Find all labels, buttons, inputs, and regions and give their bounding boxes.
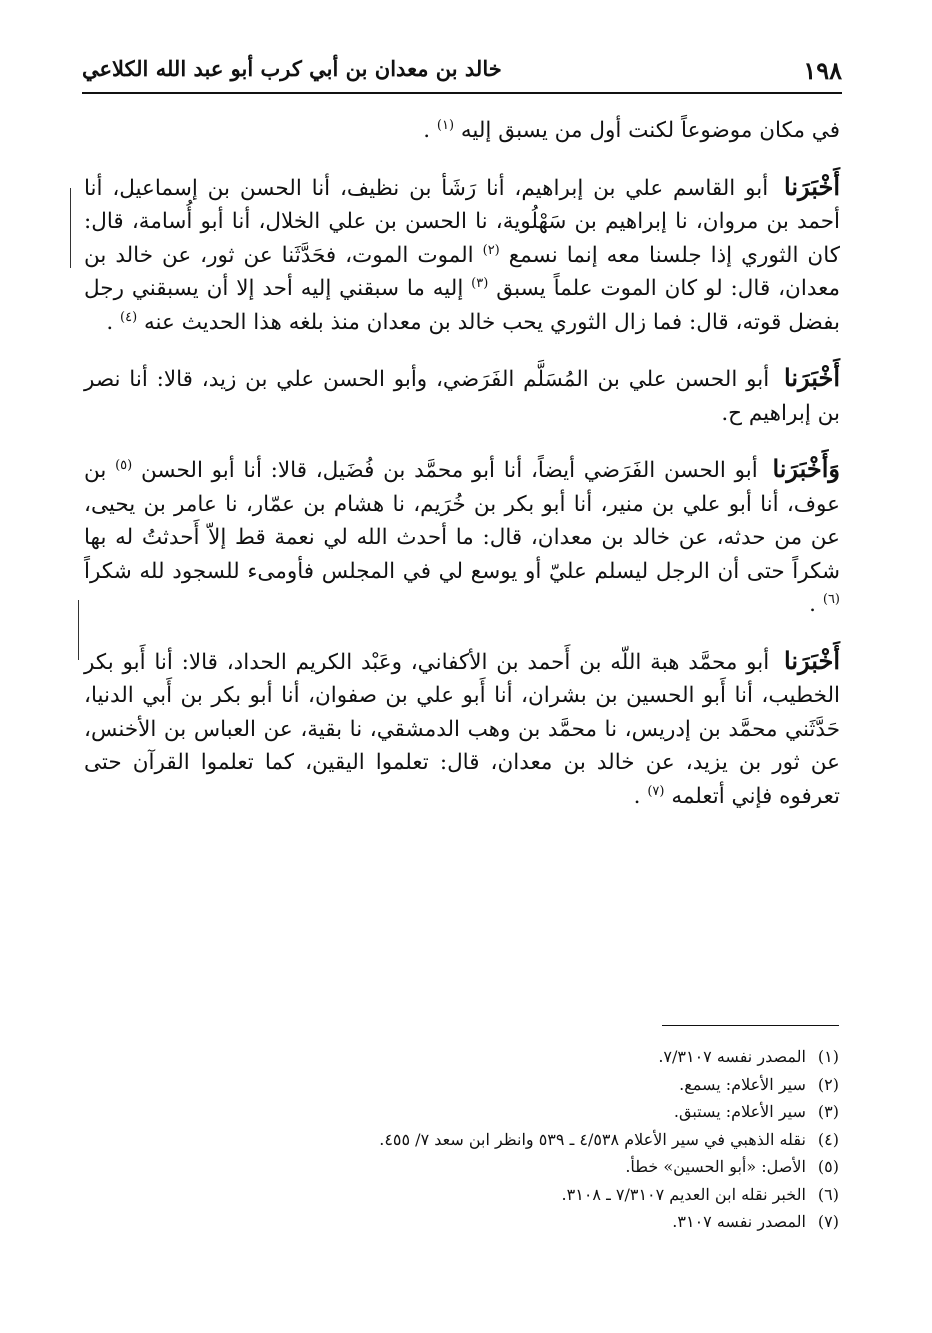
footnote-item (139, 1126, 839, 1154)
footnote-item (139, 1153, 839, 1181)
page-number: ١٩٨ (803, 56, 842, 85)
footnote-number: (٤) (817, 1129, 839, 1149)
footnote-number: (١) (817, 1047, 839, 1066)
lead-word: أَخْبَرَنا (784, 645, 840, 675)
footnote-item (139, 1071, 839, 1099)
footnote-number: (٥) (817, 1157, 839, 1176)
paragraph-5 (84, 644, 840, 814)
lead-word: وَأَخْبَرَنا (772, 454, 841, 483)
paragraph-text: إليه ما سبقني إليه أحد إلا أن يسبقني رجل بفضل قوته، قال: فما زال الثوري يحب خالد بن معدان منذ بلغه هذا الحديث عنه (84, 276, 840, 335)
footnotes-list (139, 1043, 839, 1236)
footnote-text: المصدر نفسه ٣١٠٧. (672, 1212, 806, 1231)
lead-word: أَخْبَرَنا (784, 363, 840, 392)
footnote-number: (٦) (817, 1184, 839, 1204)
paragraph-end: . (423, 118, 431, 143)
paragraph-text: بن عوف، أنا أبو علي بن منير، أنا أبو بكر بن خُرَيم، نا هشام بن عمّار، نا عامر بن يحيى، عن من حدثه، عن خالد بن معدان، قال: ما أحدث الله لي نعمة قط إلاّ أَحدثتُ له بها شكراً حتى أن الرجل ليسلم عليّ أو يوسع لي في المجلس فأومىء للسجود لله شكراً (84, 458, 840, 584)
footnote-item (139, 1098, 839, 1126)
margin-line (70, 188, 71, 268)
margin-line (78, 600, 79, 660)
footnote-ref[interactable]: (٣) (471, 275, 489, 291)
running-title: خالد بن معدان بن أبي كرب أبو عبد الله الكلاعي (82, 56, 502, 81)
footnote-item (139, 1181, 839, 1209)
paragraph-3 (84, 361, 840, 430)
footnote-number: (٧) (817, 1212, 839, 1231)
paragraph-text: في مكان موضوعاً لكنت أول من يسبق إليه (460, 118, 840, 143)
paragraph-text: أبو محمَّد هبة اللّه بن أَحمد بن الأكفاني، وعَبْد الكريم الحداد، قالا: أنا أَبو بكر الخطيب، أنا أَبو الحسين بن بشران، أنا أَبو علي بن صفوان، أنا أبو بكر بن أَبي الدنيا، حَدَّثَني محمَّد بن إدريس، نا محمَّد بن وهب الدمشقي، نا بقية، عن العباس بن الأخنس، عن ثور بن يزيد، عن خالد بن معدان، قال: تعلموا اليقين، كما تعلموا القرآن حتى تعرفوه فإني أتعلمه (84, 649, 840, 809)
footnote-text: الخبر نقله ابن العديم ٧/٣١٠٧ ـ ٣١٠٨. (561, 1184, 806, 1204)
footnote-text: نقله الذهبي في سير الأعلام ٤/٥٣٨ ـ ٥٣٩ وانظر ابن سعد ٧/ ٤٥٥. (379, 1129, 806, 1149)
footnote-divider (662, 1025, 839, 1026)
footnote-ref[interactable]: (٦) (822, 591, 840, 607)
page-header (82, 52, 842, 94)
footnote-ref[interactable]: (١) (436, 117, 455, 133)
paragraph-text: أبو الحسن الفَرَضي أيضاً، أنا أبو محمَّد بن فُضَيل، قالا: أنا أبو الحسن (140, 458, 758, 483)
footnote-text: الأصل: «أبو الحسين» خطأ. (625, 1157, 806, 1176)
paragraph-end: . (809, 592, 817, 617)
paragraph-end: . (633, 783, 641, 809)
footnote-number: (٣) (817, 1102, 839, 1121)
paragraph-1 (84, 114, 840, 148)
footnote-ref[interactable]: (٥) (115, 457, 133, 473)
paragraph-text: الموت الموت، فحَدَّثَنا عن ثور، عن خالد بن معدان، قال: لو كان الموت علماً يسبق (84, 242, 840, 301)
paragraph-4 (84, 452, 840, 622)
footnote-number: (٢) (817, 1074, 839, 1094)
footnote-ref[interactable]: (٧) (647, 783, 665, 799)
paragraph-end: . (106, 309, 114, 335)
lead-word: أَخْبَرَنا (784, 171, 840, 201)
paragraph-text: أبو القاسم علي بن إبراهيم، أنا رَشَأ بن نظيف، أنا الحسن بن إسماعيل، أنا أحمد بن مروان، نا إبراهيم بن سَهْلُوية، نا الحسن بن علي الخلال، أنا أبو أُسامة، قال: كان الثوري إذا جلسنا معه إنما نسمع (84, 175, 840, 268)
paragraph-text: أبو الحسن علي بن المُسَلَّم الفَرَضي، وأبو الحسن علي بن زيد، قالا: أنا نصر بن إبراهيم ح. (84, 367, 840, 426)
main-text (84, 114, 840, 835)
paragraph-2 (84, 170, 840, 340)
footnote-ref[interactable]: (٢) (482, 242, 500, 258)
footnote-ref[interactable]: (٤) (120, 309, 138, 325)
footnote-item (139, 1208, 839, 1236)
footnote-text: سير الأعلام: يسمع. (679, 1074, 806, 1094)
footnote-text: سير الأعلام: يستبق. (673, 1102, 806, 1121)
footnote-text: المصدر نفسه ٧/٣١٠٧. (658, 1047, 806, 1066)
footnote-item (139, 1043, 839, 1071)
